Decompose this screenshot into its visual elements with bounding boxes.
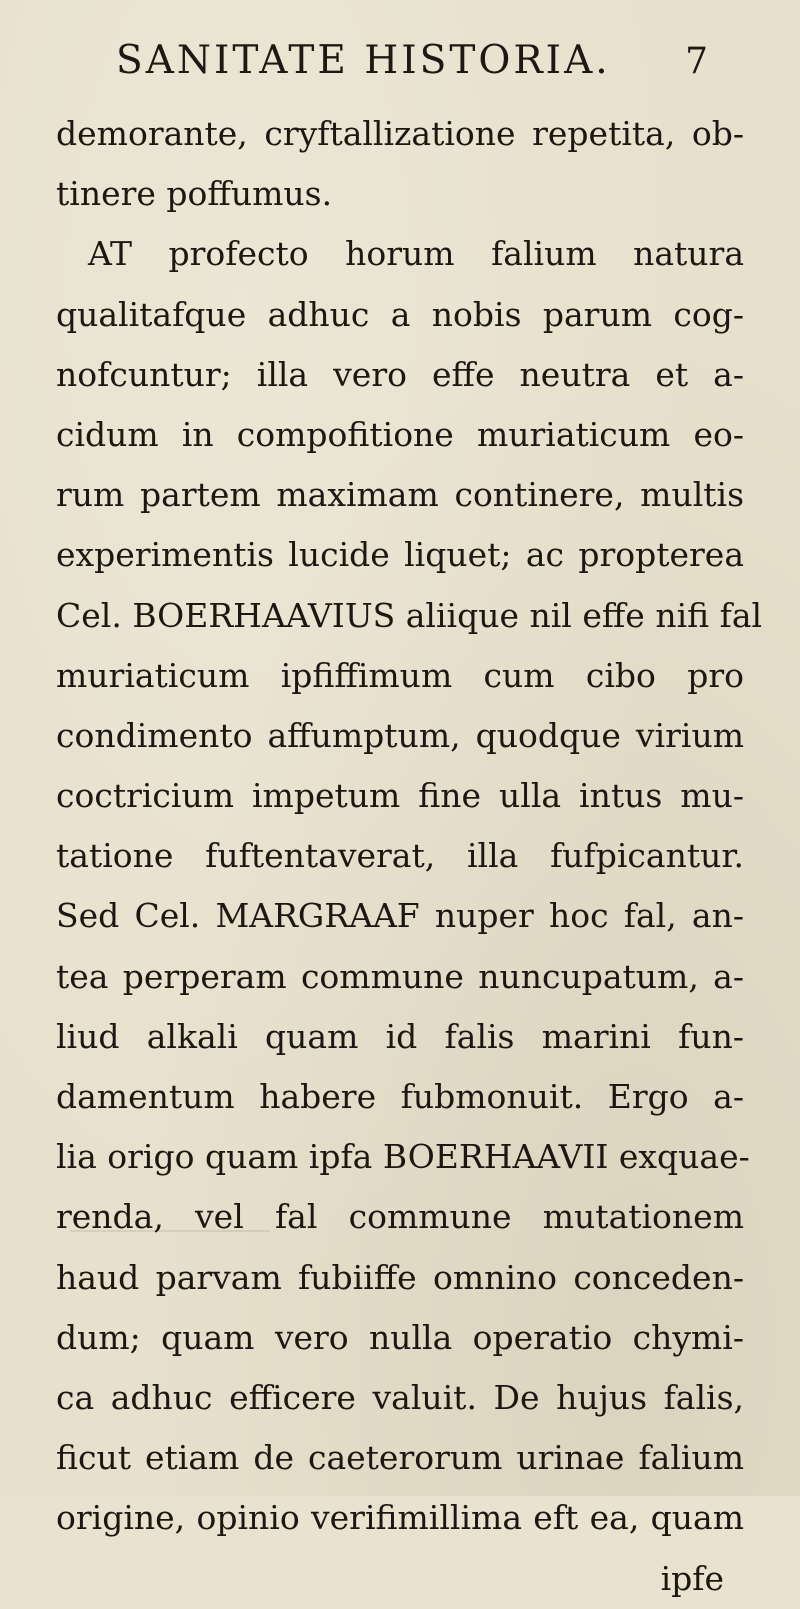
text-line: demorante, cryftallizatione repetita, ob- bbox=[56, 114, 744, 153]
text-line: damentum habere fubmonuit. Ergo a- bbox=[56, 1077, 744, 1116]
text-line-paragraph-start: AT profecto horum falium natura bbox=[88, 234, 744, 274]
text-line: haud parvam fubiiffe omnino conceden- bbox=[56, 1257, 744, 1297]
text-line: muriaticum ipfiffimum cum cibo pro bbox=[56, 655, 744, 695]
text-line: tea perperam commune nuncupatum, a- bbox=[56, 956, 744, 996]
text-line: Sed Cel. MARGRAAF nuper hoc fal, an- bbox=[56, 896, 744, 936]
text-line: liud alkali quam id falis marini fun- bbox=[56, 1016, 744, 1056]
running-title: SANITATE HISTORIA. bbox=[116, 38, 611, 83]
text-line: renda, vel fal commune mutationem bbox=[56, 1197, 744, 1237]
text-line: dum; quam vero nulla operatio chymi- bbox=[56, 1317, 744, 1357]
text-line: rum partem maximam continere, multis bbox=[56, 475, 744, 515]
text-line: qualitafque adhuc a nobis parum cog- bbox=[56, 294, 744, 334]
running-head bbox=[116, 38, 716, 83]
text-line: coctricium impetum fine ulla intus mu- bbox=[56, 776, 744, 816]
text-line: condimento affumptum, quodque virium bbox=[56, 715, 744, 755]
text-line: lia origo quam ipfa BOERHAAVII exquae- bbox=[56, 1137, 750, 1177]
text-line: origine, opinio verifimillima eft ea, quam bbox=[56, 1498, 744, 1538]
text-line: ficut etiam de caeterorum urinae falium bbox=[56, 1438, 744, 1478]
text-line: tinere poffumus. bbox=[56, 174, 333, 214]
text-line: Cel. BOERHAAVIUS aliique nil effe nifi fal bbox=[56, 595, 763, 635]
page-number: 7 bbox=[685, 41, 708, 82]
catchword: ipfe bbox=[660, 1558, 724, 1598]
text-line: ca adhuc efficere valuit. De hujus falis, bbox=[56, 1377, 744, 1417]
text-line: tatione fuftentaverat, illa fufpicantur. bbox=[56, 836, 744, 876]
text-line: experimentis lucide liquet; ac propterea bbox=[56, 535, 744, 575]
text-line: nofcuntur; illa vero effe neutra et a- bbox=[56, 354, 744, 394]
body-text bbox=[56, 104, 763, 1609]
paper-fold-mark bbox=[70, 1230, 270, 1232]
text-line: cidum in compofitione muriaticum eo- bbox=[56, 414, 744, 454]
